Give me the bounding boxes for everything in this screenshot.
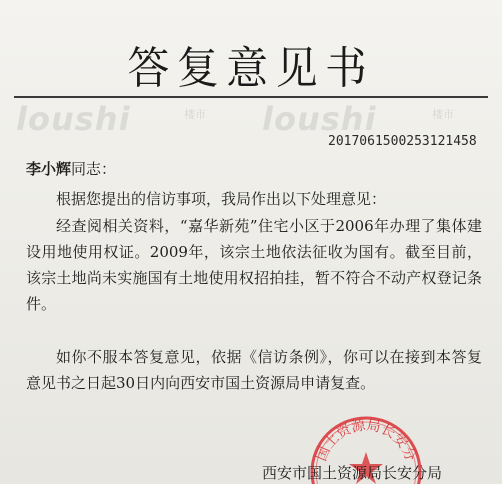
watermark-logo: loushi — [262, 100, 377, 138]
recipient-name: 李小辉 — [26, 160, 72, 178]
title-divider — [14, 96, 488, 98]
salutation-suffix: 同志： — [71, 160, 117, 178]
paragraph-intro: 根据您提出的信访事项，我局作出以下处理意见： — [56, 190, 387, 208]
issuer-signature: 西安市国土资源局长安分局 — [262, 464, 443, 482]
document-number: 20170615002531214​58 — [328, 134, 477, 149]
watermark-sub: 楼市 — [184, 108, 206, 121]
paragraph-findings: 经查阅相关资料，“嘉华新苑”住宅小区于2006年办理了集体建设用地使用权证。2009年，该宗土地依法征收为国有。截至目前，该宗土地尚未实施国有土地使用权招拍挂，暂不符合不动产权登记条件。 — [26, 217, 482, 313]
paragraph-appeal: 如你不服本答复意见，依据《信访条例》，你可以在接到本答复意见书之日起30日内向西安市国土资源局申请复查。 — [26, 348, 482, 392]
watermark-sub: 楼市 — [432, 108, 454, 121]
document-title: 答复意见书 — [127, 43, 375, 94]
salutation — [26, 158, 116, 179]
seal-text: 国土资源局长安分 — [313, 417, 419, 464]
watermark-logo: loushi — [16, 100, 131, 138]
